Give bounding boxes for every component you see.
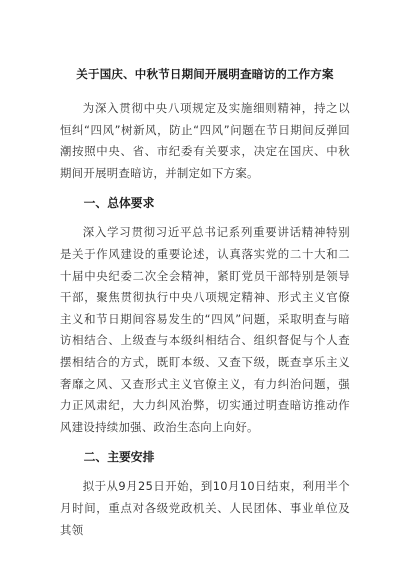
section-heading-overall-requirements: 一、总体要求 <box>83 196 155 211</box>
intro-paragraph: 为深入贯彻中央八项规定及实施细则精神，持之以恒纠“四风”树新风，防止“四风”问题在节日期间反弹回潮按照中央、省、市纪委有关要求，决定在国庆、中秋期间开展明查暗访，并制定如下方案。 <box>60 101 350 180</box>
document-title: 关于国庆、中秋节日期间开展明查暗访的工作方案 <box>76 67 334 81</box>
section-heading-main-arrangements: 二、主要安排 <box>83 450 155 465</box>
section-body-overall-requirements: 深入学习贯彻习近平总书记系列重要讲话精神特别是关于作风建设的重要论述，认真落实党的二十大和二十届中央纪委二次全会精神，紧盯党员干部特别是领导干部，聚焦贯彻执行中央八项规定精神、形式主义官僚主义和节日期间容易发生的“四风”问题，采取明查与暗访相结合、上级查与本级纠相结合、组织督促与个人查摆相结合的方式，既盯本级、又查下级，既查享乐主义奢靡之风、又查形式主义官僚主义，有力纠治问题，强力正风肃纪，大力纠风治弊，切实通过明查暗访推动作风建设持续加强、政治生态向上向好。 <box>60 225 350 434</box>
section-body-main-arrangements: 拟于从9月25日开始，到10月10日结束，利用半个月时间，重点对各级党政机关、人民团体、事业单位及其领 <box>60 479 350 537</box>
